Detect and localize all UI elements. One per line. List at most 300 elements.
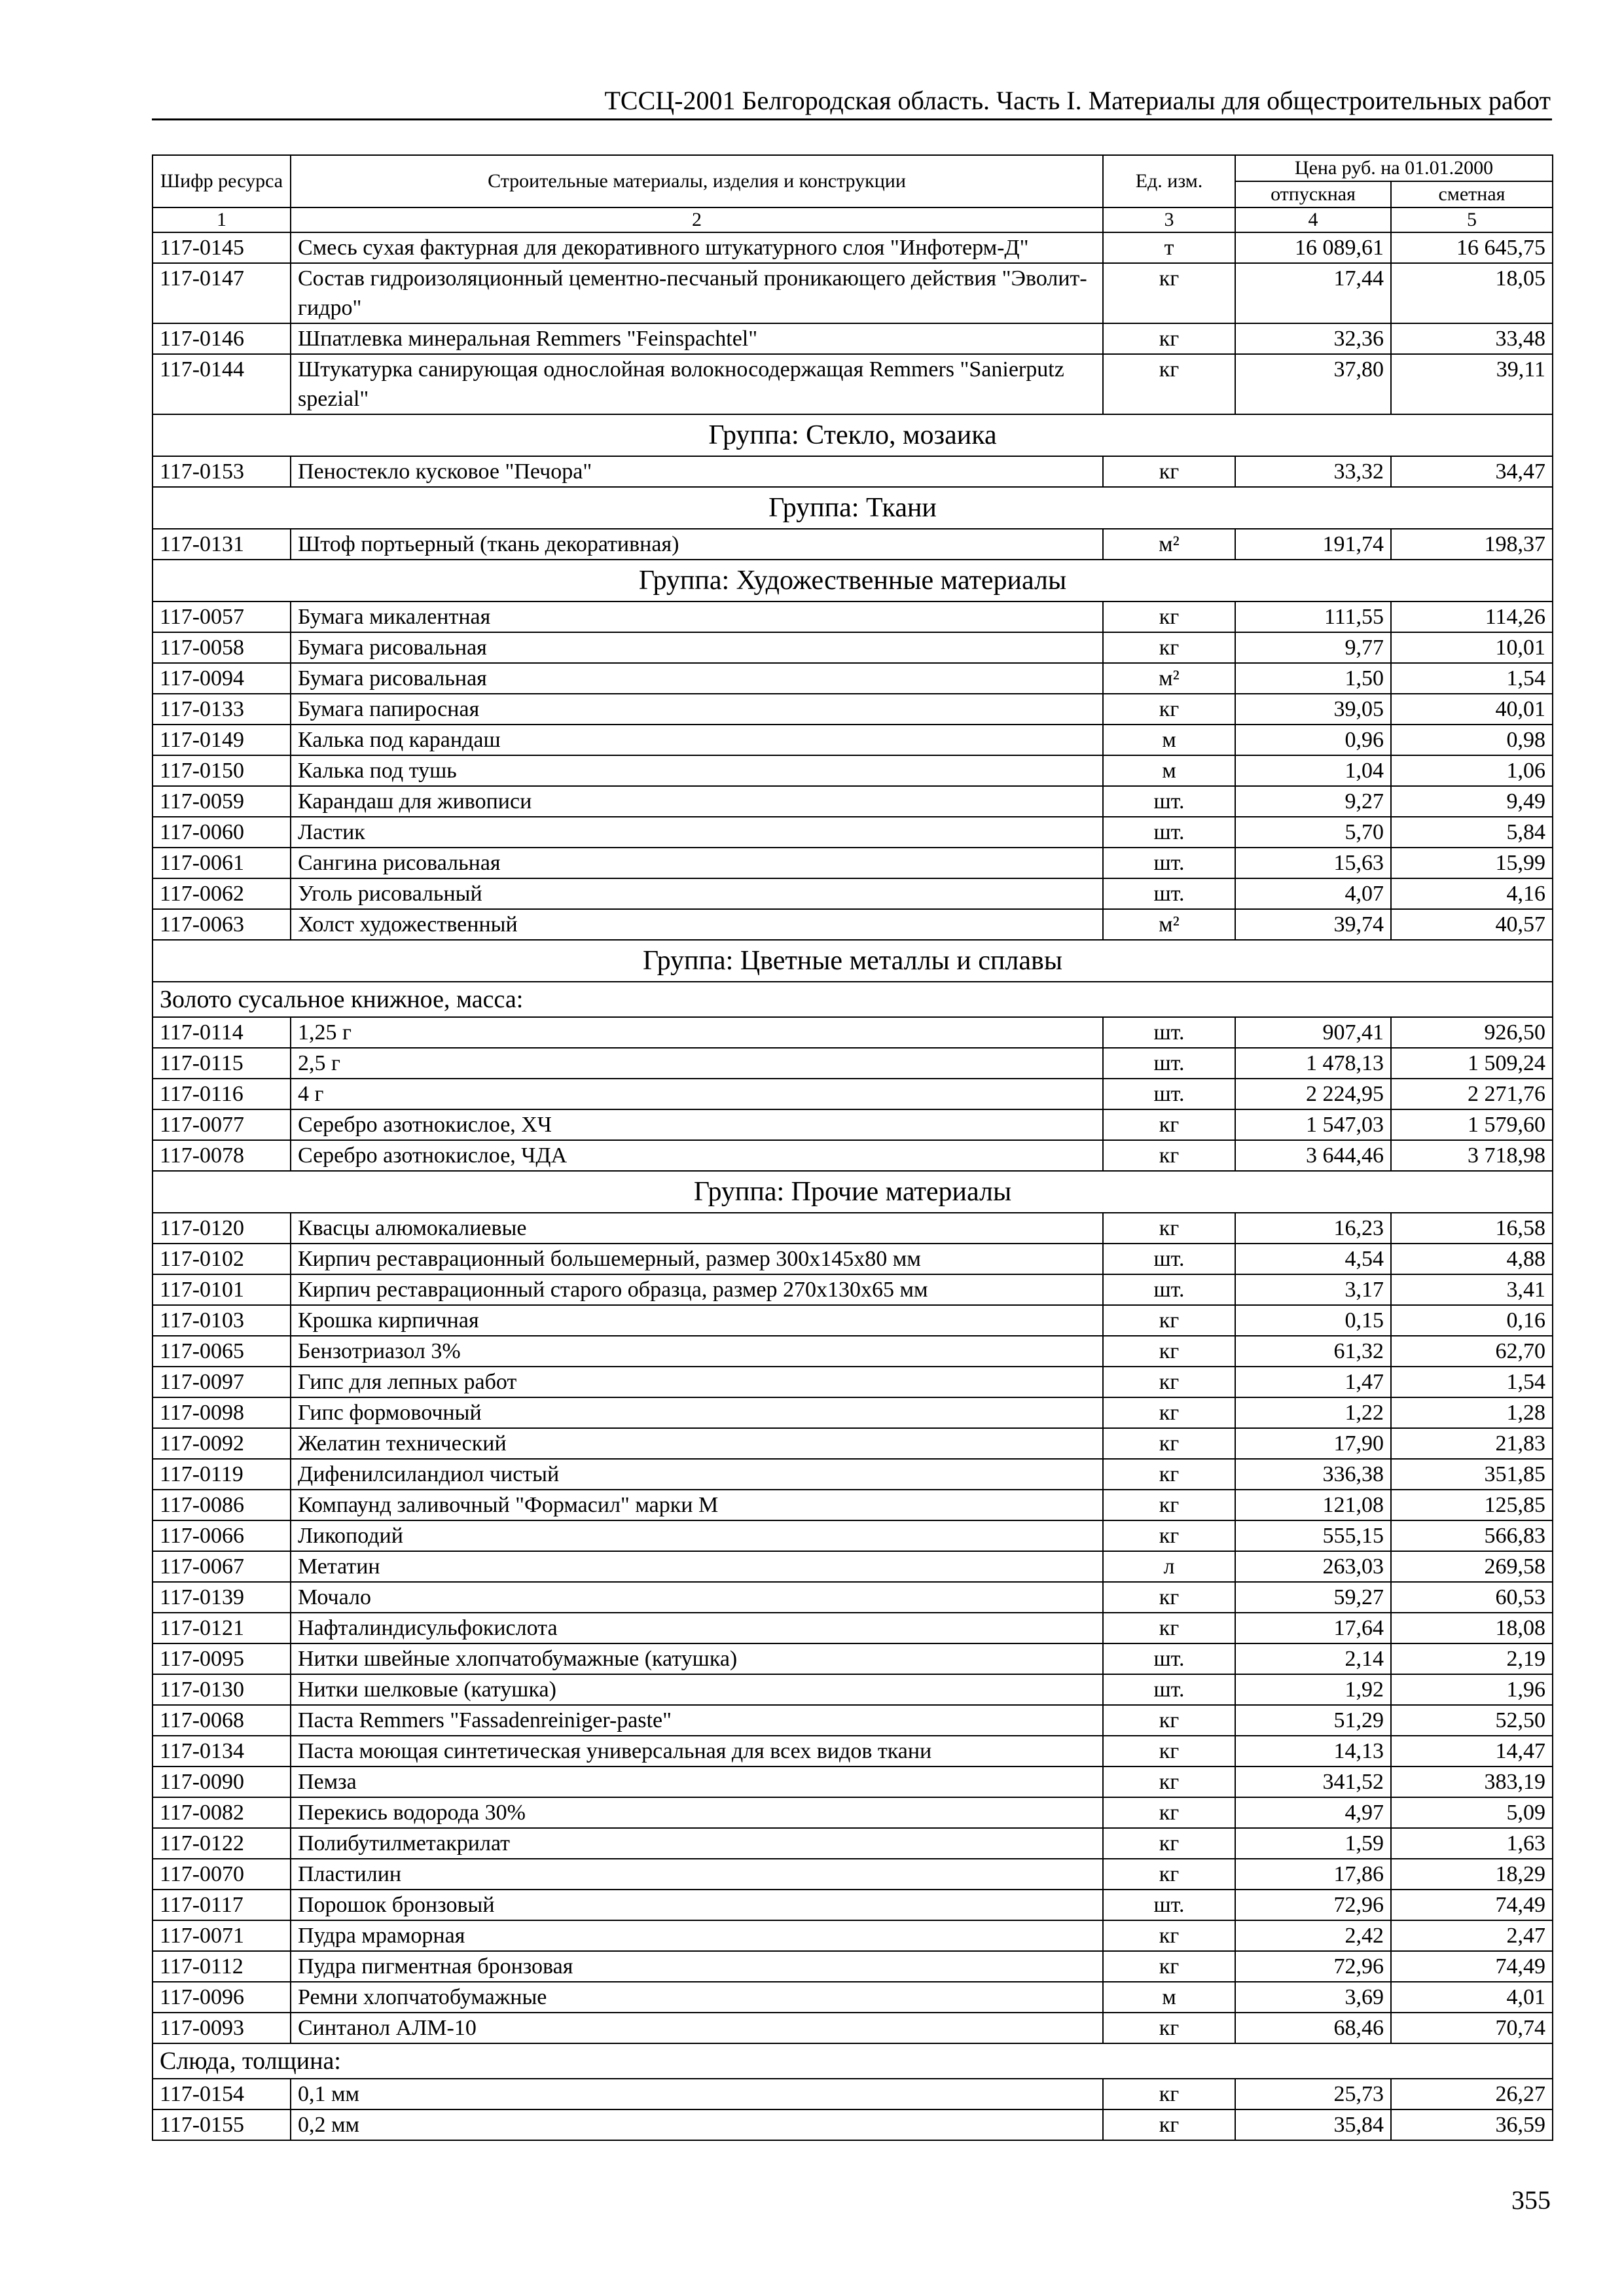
estimate-price: 351,85 xyxy=(1391,1459,1553,1490)
unit: кг xyxy=(1103,601,1235,632)
release-price: 341,52 xyxy=(1235,1767,1391,1797)
resource-code: 117-0155 xyxy=(153,2109,291,2140)
resource-code: 117-0139 xyxy=(153,1582,291,1613)
col-number: 2 xyxy=(291,207,1103,232)
release-price: 4,54 xyxy=(1235,1244,1391,1274)
release-price: 1,59 xyxy=(1235,1828,1391,1859)
resource-code: 117-0070 xyxy=(153,1859,291,1890)
estimate-price: 125,85 xyxy=(1391,1490,1553,1520)
estimate-price: 16,58 xyxy=(1391,1213,1553,1244)
release-price: 3,69 xyxy=(1235,1982,1391,2013)
material-name: Кирпич реставрационный большемерный, размер 300х145х80 мм xyxy=(291,1244,1103,1274)
material-name: Шпатлевка минеральная Remmers "Feinspachtel" xyxy=(291,323,1103,354)
material-name: Дифенилсиландиол чистый xyxy=(291,1459,1103,1490)
material-name: Кирпич реставрационный старого образца, размер 270х130х65 мм xyxy=(291,1274,1103,1305)
resource-code: 117-0121 xyxy=(153,1613,291,1643)
table-row xyxy=(153,632,1553,663)
material-name: Пудра мраморная xyxy=(291,1920,1103,1951)
col-number: 5 xyxy=(1391,207,1553,232)
unit: кг xyxy=(1103,1705,1235,1736)
group-heading: Группа: Цветные металлы и сплавы xyxy=(153,940,1553,982)
release-price: 555,15 xyxy=(1235,1520,1391,1551)
material-name: Ремни хлопчатобумажные xyxy=(291,1982,1103,2013)
unit: кг xyxy=(1103,632,1235,663)
unit: кг xyxy=(1103,2079,1235,2109)
unit: шт. xyxy=(1103,1017,1235,1048)
resource-code: 117-0122 xyxy=(153,1828,291,1859)
unit: кг xyxy=(1103,1859,1235,1890)
table-row xyxy=(153,1705,1553,1736)
unit: м xyxy=(1103,755,1235,786)
unit: м² xyxy=(1103,663,1235,694)
unit: кг xyxy=(1103,1459,1235,1490)
unit: кг xyxy=(1103,1767,1235,1797)
release-price: 72,96 xyxy=(1235,1890,1391,1920)
material-name: Бумага рисовальная xyxy=(291,663,1103,694)
resource-code: 117-0147 xyxy=(153,263,291,323)
release-price: 0,96 xyxy=(1235,725,1391,755)
resource-code: 117-0146 xyxy=(153,323,291,354)
table-row xyxy=(153,1305,1553,1336)
unit: шт. xyxy=(1103,786,1235,817)
table-row xyxy=(153,755,1553,786)
group-heading: Группа: Ткани xyxy=(153,487,1553,529)
material-name: 2,5 г xyxy=(291,1048,1103,1079)
table-row xyxy=(153,1109,1553,1140)
table-row xyxy=(153,786,1553,817)
unit: шт. xyxy=(1103,1244,1235,1274)
estimate-price: 1,28 xyxy=(1391,1397,1553,1428)
release-price: 61,32 xyxy=(1235,1336,1391,1367)
resource-code: 117-0092 xyxy=(153,1428,291,1459)
resource-code: 117-0063 xyxy=(153,909,291,940)
group-heading: Группа: Стекло, мозаика xyxy=(153,414,1553,456)
column-number-row xyxy=(153,207,1553,232)
release-price: 2,42 xyxy=(1235,1920,1391,1951)
resource-code: 117-0059 xyxy=(153,786,291,817)
resource-code: 117-0103 xyxy=(153,1305,291,1336)
col-header-estimate: сметная xyxy=(1391,181,1553,207)
release-price: 32,36 xyxy=(1235,323,1391,354)
table-row xyxy=(153,1890,1553,1920)
table-row xyxy=(153,1459,1553,1490)
material-name: Паста моющая синтетическая универсальная для всех видов ткани xyxy=(291,1736,1103,1767)
resource-code: 117-0058 xyxy=(153,632,291,663)
estimate-price: 269,58 xyxy=(1391,1551,1553,1582)
header-rule xyxy=(152,118,1552,120)
estimate-price: 4,16 xyxy=(1391,878,1553,909)
resource-code: 117-0117 xyxy=(153,1890,291,1920)
release-price: 1 547,03 xyxy=(1235,1109,1391,1140)
table-row xyxy=(153,1367,1553,1397)
unit: шт. xyxy=(1103,848,1235,878)
material-name: Гипс формовочный xyxy=(291,1397,1103,1428)
table-row xyxy=(153,1244,1553,1274)
estimate-price: 2,19 xyxy=(1391,1643,1553,1674)
estimate-price: 2 271,76 xyxy=(1391,1079,1553,1109)
resource-code: 117-0114 xyxy=(153,1017,291,1048)
release-price: 14,13 xyxy=(1235,1736,1391,1767)
estimate-price: 1,54 xyxy=(1391,663,1553,694)
table-row xyxy=(153,817,1553,848)
material-name: Калька под тушь xyxy=(291,755,1103,786)
material-name: Штукатурка санирующая однослойная волокносодержащая Remmers "Sanierputz spezial" xyxy=(291,354,1103,414)
release-price: 37,80 xyxy=(1235,354,1391,414)
table-row xyxy=(153,1213,1553,1244)
material-name: Гипс для лепных работ xyxy=(291,1367,1103,1397)
table-row xyxy=(153,1674,1553,1705)
resource-code: 117-0066 xyxy=(153,1520,291,1551)
release-price: 72,96 xyxy=(1235,1951,1391,1982)
resource-code: 117-0095 xyxy=(153,1643,291,1674)
table-row xyxy=(153,725,1553,755)
unit: м² xyxy=(1103,909,1235,940)
estimate-price: 40,01 xyxy=(1391,694,1553,725)
release-price: 111,55 xyxy=(1235,601,1391,632)
release-price: 35,84 xyxy=(1235,2109,1391,2140)
table-row xyxy=(153,878,1553,909)
release-price: 25,73 xyxy=(1235,2079,1391,2109)
estimate-price: 26,27 xyxy=(1391,2079,1553,2109)
material-name: Мочало xyxy=(291,1582,1103,1613)
resource-code: 117-0101 xyxy=(153,1274,291,1305)
unit: кг xyxy=(1103,1736,1235,1767)
table-row xyxy=(153,1859,1553,1890)
estimate-price: 4,88 xyxy=(1391,1244,1553,1274)
estimate-price: 0,98 xyxy=(1391,725,1553,755)
table-row xyxy=(153,232,1553,263)
release-price: 263,03 xyxy=(1235,1551,1391,1582)
release-price: 0,15 xyxy=(1235,1305,1391,1336)
table-row xyxy=(153,1920,1553,1951)
estimate-price: 1 579,60 xyxy=(1391,1109,1553,1140)
unit: кг xyxy=(1103,456,1235,487)
resource-code: 117-0068 xyxy=(153,1705,291,1736)
estimate-price: 1,63 xyxy=(1391,1828,1553,1859)
material-name: Бумага папиросная xyxy=(291,694,1103,725)
material-name: Ластик xyxy=(291,817,1103,848)
material-name: Нитки швейные хлопчатобумажные (катушка) xyxy=(291,1643,1103,1674)
estimate-price: 114,26 xyxy=(1391,601,1553,632)
release-price: 3,17 xyxy=(1235,1274,1391,1305)
material-name: 1,25 г xyxy=(291,1017,1103,1048)
subheading-row xyxy=(153,982,1553,1017)
table-row xyxy=(153,529,1553,560)
group-heading-row xyxy=(153,940,1553,982)
estimate-price: 1,54 xyxy=(1391,1367,1553,1397)
group-heading-row xyxy=(153,414,1553,456)
material-name: Компаунд заливочный "Формасил" марки М xyxy=(291,1490,1103,1520)
table-row xyxy=(153,601,1553,632)
unit: кг xyxy=(1103,1397,1235,1428)
estimate-price: 566,83 xyxy=(1391,1520,1553,1551)
group-heading: Группа: Прочие материалы xyxy=(153,1171,1553,1213)
material-name: Порошок бронзовый xyxy=(291,1890,1103,1920)
group-heading-row xyxy=(153,1171,1553,1213)
release-price: 39,74 xyxy=(1235,909,1391,940)
release-price: 907,41 xyxy=(1235,1017,1391,1048)
resource-code: 117-0098 xyxy=(153,1397,291,1428)
resource-code: 117-0133 xyxy=(153,694,291,725)
material-name: Штоф портьерный (ткань декоративная) xyxy=(291,529,1103,560)
release-price: 1,04 xyxy=(1235,755,1391,786)
estimate-price: 1,96 xyxy=(1391,1674,1553,1705)
unit: шт. xyxy=(1103,1674,1235,1705)
unit: кг xyxy=(1103,1367,1235,1397)
material-name: Перекись водорода 30% xyxy=(291,1797,1103,1828)
estimate-price: 70,74 xyxy=(1391,2013,1553,2043)
material-name: Карандаш для живописи xyxy=(291,786,1103,817)
resource-code: 117-0120 xyxy=(153,1213,291,1244)
group-heading-row xyxy=(153,487,1553,529)
table-row xyxy=(153,2013,1553,2043)
unit: шт. xyxy=(1103,1079,1235,1109)
table-row xyxy=(153,1079,1553,1109)
group-heading-row xyxy=(153,560,1553,601)
unit: кг xyxy=(1103,323,1235,354)
estimate-price: 21,83 xyxy=(1391,1428,1553,1459)
col-number: 1 xyxy=(153,207,291,232)
unit: кг xyxy=(1103,1520,1235,1551)
resource-code: 117-0153 xyxy=(153,456,291,487)
material-name: Паста Remmers "Fassadenreiniger-paste" xyxy=(291,1705,1103,1736)
table-row xyxy=(153,848,1553,878)
release-price: 17,64 xyxy=(1235,1613,1391,1643)
release-price: 191,74 xyxy=(1235,529,1391,560)
unit: шт. xyxy=(1103,817,1235,848)
col-header-name: Строительные материалы, изделия и конструкции xyxy=(291,155,1103,207)
unit: м² xyxy=(1103,529,1235,560)
unit: шт. xyxy=(1103,878,1235,909)
resource-code: 117-0096 xyxy=(153,1982,291,2013)
resource-code: 117-0150 xyxy=(153,755,291,786)
material-name: Серебро азотнокислое, ЧДА xyxy=(291,1140,1103,1171)
material-name: 4 г xyxy=(291,1079,1103,1109)
material-name: Уголь рисовальный xyxy=(291,878,1103,909)
material-name: Крошка кирпичная xyxy=(291,1305,1103,1336)
resource-code: 117-0149 xyxy=(153,725,291,755)
estimate-price: 39,11 xyxy=(1391,354,1553,414)
material-name: Холст художественный xyxy=(291,909,1103,940)
release-price: 1,92 xyxy=(1235,1674,1391,1705)
resource-code: 117-0062 xyxy=(153,878,291,909)
material-name: Полибутилметакрилат xyxy=(291,1828,1103,1859)
resource-code: 117-0130 xyxy=(153,1674,291,1705)
estimate-price: 383,19 xyxy=(1391,1767,1553,1797)
release-price: 15,63 xyxy=(1235,848,1391,878)
release-price: 16 089,61 xyxy=(1235,232,1391,263)
resource-code: 117-0086 xyxy=(153,1490,291,1520)
resource-code: 117-0112 xyxy=(153,1951,291,1982)
release-price: 59,27 xyxy=(1235,1582,1391,1613)
unit: кг xyxy=(1103,1613,1235,1643)
estimate-price: 33,48 xyxy=(1391,323,1553,354)
estimate-price: 18,05 xyxy=(1391,263,1553,323)
table-row xyxy=(153,694,1553,725)
table-row xyxy=(153,1551,1553,1582)
release-price: 336,38 xyxy=(1235,1459,1391,1490)
table-row xyxy=(153,1767,1553,1797)
page-header-title: ТССЦ-2001 Белгородская область. Часть I. Материалы для общестроительных работ xyxy=(604,86,1551,115)
material-name: Синтанол АЛМ-10 xyxy=(291,2013,1103,2043)
col-header-price: Цена руб. на 01.01.2000 xyxy=(1235,155,1553,181)
resource-code: 117-0134 xyxy=(153,1736,291,1767)
estimate-price: 5,84 xyxy=(1391,817,1553,848)
estimate-price: 3,41 xyxy=(1391,1274,1553,1305)
unit: кг xyxy=(1103,1213,1235,1244)
page-number: 355 xyxy=(1511,2185,1551,2215)
release-price: 2,14 xyxy=(1235,1643,1391,1674)
table-row xyxy=(153,1643,1553,1674)
material-name: Пудра пигментная бронзовая xyxy=(291,1951,1103,1982)
table-row xyxy=(153,1490,1553,1520)
unit: кг xyxy=(1103,1490,1235,1520)
estimate-price: 18,08 xyxy=(1391,1613,1553,1643)
estimate-price: 198,37 xyxy=(1391,529,1553,560)
col-header-code: Шифр ресурса xyxy=(153,155,291,207)
unit: кг xyxy=(1103,1109,1235,1140)
estimate-price: 9,49 xyxy=(1391,786,1553,817)
price-table xyxy=(152,154,1553,2141)
release-price: 33,32 xyxy=(1235,456,1391,487)
release-price: 68,46 xyxy=(1235,2013,1391,2043)
material-name: Желатин технический xyxy=(291,1428,1103,1459)
unit: кг xyxy=(1103,1582,1235,1613)
col-header-unit: Ед. изм. xyxy=(1103,155,1235,207)
estimate-price: 3 718,98 xyxy=(1391,1140,1553,1171)
table-row xyxy=(153,1017,1553,1048)
estimate-price: 36,59 xyxy=(1391,2109,1553,2140)
resource-code: 117-0115 xyxy=(153,1048,291,1079)
material-name: Нитки шелковые (катушка) xyxy=(291,1674,1103,1705)
material-name: Серебро азотнокислое, ХЧ xyxy=(291,1109,1103,1140)
table-row xyxy=(153,323,1553,354)
table-row xyxy=(153,2109,1553,2140)
estimate-price: 62,70 xyxy=(1391,1336,1553,1367)
table-body xyxy=(153,232,1553,2140)
table-row xyxy=(153,354,1553,414)
release-price: 1,50 xyxy=(1235,663,1391,694)
estimate-price: 60,53 xyxy=(1391,1582,1553,1613)
table-row xyxy=(153,1736,1553,1767)
resource-code: 117-0102 xyxy=(153,1244,291,1274)
estimate-price: 15,99 xyxy=(1391,848,1553,878)
unit: шт. xyxy=(1103,1643,1235,1674)
resource-code: 117-0119 xyxy=(153,1459,291,1490)
material-name: Состав гидроизоляционный цементно-песчаный проникающего действия "Эволит-гидро" xyxy=(291,263,1103,323)
estimate-price: 5,09 xyxy=(1391,1797,1553,1828)
material-name: Бензотриазол 3% xyxy=(291,1336,1103,1367)
unit: кг xyxy=(1103,2109,1235,2140)
col-number: 4 xyxy=(1235,207,1391,232)
resource-code: 117-0067 xyxy=(153,1551,291,1582)
table-row xyxy=(153,1397,1553,1428)
material-name: Ликоподий xyxy=(291,1520,1103,1551)
unit: кг xyxy=(1103,1140,1235,1171)
estimate-price: 14,47 xyxy=(1391,1736,1553,1767)
unit: шт. xyxy=(1103,1274,1235,1305)
estimate-price: 4,01 xyxy=(1391,1982,1553,2013)
release-price: 5,70 xyxy=(1235,817,1391,848)
resource-code: 117-0065 xyxy=(153,1336,291,1367)
resource-code: 117-0131 xyxy=(153,529,291,560)
unit: кг xyxy=(1103,1828,1235,1859)
resource-code: 117-0154 xyxy=(153,2079,291,2109)
unit: шт. xyxy=(1103,1048,1235,1079)
resource-code: 117-0093 xyxy=(153,2013,291,2043)
unit: шт. xyxy=(1103,1890,1235,1920)
estimate-price: 34,47 xyxy=(1391,456,1553,487)
material-name: Смесь сухая фактурная для декоративного штукатурного слоя "Инфотерм-Д" xyxy=(291,232,1103,263)
table-row xyxy=(153,1982,1553,2013)
material-name: 0,2 мм xyxy=(291,2109,1103,2140)
table-row xyxy=(153,1140,1553,1171)
table-row xyxy=(153,909,1553,940)
subheading: Слюда, толщина: xyxy=(153,2043,1553,2079)
release-price: 4,07 xyxy=(1235,878,1391,909)
material-name: Бумага микалентная xyxy=(291,601,1103,632)
release-price: 121,08 xyxy=(1235,1490,1391,1520)
resource-code: 117-0097 xyxy=(153,1367,291,1397)
release-price: 4,97 xyxy=(1235,1797,1391,1828)
unit: кг xyxy=(1103,694,1235,725)
table-row xyxy=(153,1048,1553,1079)
estimate-price: 926,50 xyxy=(1391,1017,1553,1048)
subheading: Золото сусальное книжное, масса: xyxy=(153,982,1553,1017)
unit: т xyxy=(1103,232,1235,263)
release-price: 17,44 xyxy=(1235,263,1391,323)
material-name: Калька под карандаш xyxy=(291,725,1103,755)
table-row xyxy=(153,456,1553,487)
unit: кг xyxy=(1103,1336,1235,1367)
estimate-price: 52,50 xyxy=(1391,1705,1553,1736)
table-row xyxy=(153,663,1553,694)
unit: кг xyxy=(1103,263,1235,323)
col-number: 3 xyxy=(1103,207,1235,232)
resource-code: 117-0082 xyxy=(153,1797,291,1828)
table-row xyxy=(153,1274,1553,1305)
table-row xyxy=(153,1797,1553,1828)
release-price: 3 644,46 xyxy=(1235,1140,1391,1171)
unit: л xyxy=(1103,1551,1235,1582)
release-price: 1 478,13 xyxy=(1235,1048,1391,1079)
material-name: Квасцы алюмокалиевые xyxy=(291,1213,1103,1244)
release-price: 1,47 xyxy=(1235,1367,1391,1397)
resource-code: 117-0078 xyxy=(153,1140,291,1171)
table-row xyxy=(153,1336,1553,1367)
subheading-row xyxy=(153,2043,1553,2079)
unit: кг xyxy=(1103,1951,1235,1982)
estimate-price: 74,49 xyxy=(1391,1951,1553,1982)
table-row xyxy=(153,1951,1553,1982)
material-name: Пластилин xyxy=(291,1859,1103,1890)
estimate-price: 74,49 xyxy=(1391,1890,1553,1920)
unit: кг xyxy=(1103,1920,1235,1951)
release-price: 39,05 xyxy=(1235,694,1391,725)
resource-code: 117-0077 xyxy=(153,1109,291,1140)
resource-code: 117-0071 xyxy=(153,1920,291,1951)
release-price: 9,77 xyxy=(1235,632,1391,663)
table-row xyxy=(153,1520,1553,1551)
resource-code: 117-0060 xyxy=(153,817,291,848)
unit: кг xyxy=(1103,1305,1235,1336)
estimate-price: 0,16 xyxy=(1391,1305,1553,1336)
material-name: Пеностекло кусковое "Печора" xyxy=(291,456,1103,487)
release-price: 51,29 xyxy=(1235,1705,1391,1736)
material-name: Метатин xyxy=(291,1551,1103,1582)
resource-code: 117-0145 xyxy=(153,232,291,263)
release-price: 17,90 xyxy=(1235,1428,1391,1459)
